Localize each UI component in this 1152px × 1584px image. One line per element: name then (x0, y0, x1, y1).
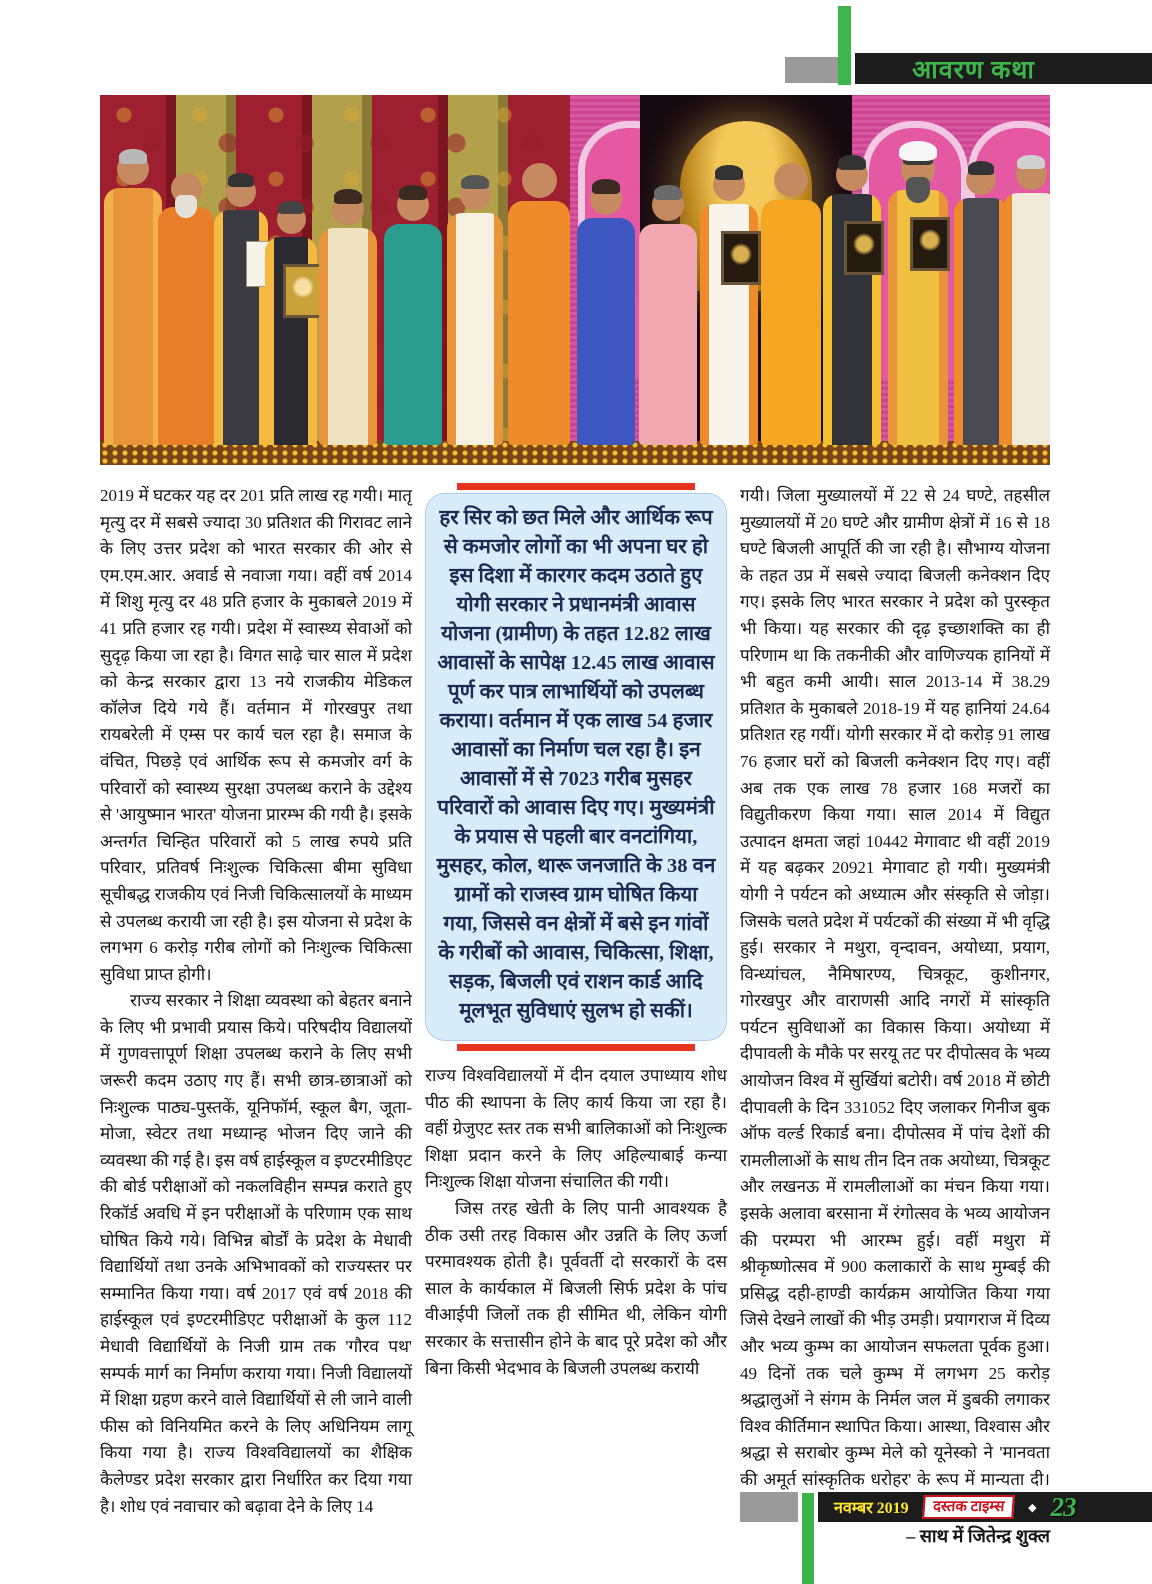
photo-person (319, 193, 377, 445)
award-plaque (283, 264, 323, 318)
photo-person (577, 183, 635, 445)
article-body (100, 483, 1050, 1548)
award-plaque (721, 231, 761, 285)
photo-person (447, 179, 503, 445)
column-3 (740, 483, 1050, 1548)
paragraph: 2019 में घटकर यह दर 201 प्रति लाख रह गयी। मातृ मृत्यु दर में सबसे ज्यादा 30 प्रतिशत की गिरावट लाने के लिए उत्तर प्रदेश को भारत सरकार की ओर से एम.एम.आर. अवार्ड से नवाजा गया। वहीं वर्ष 2014 में शिशु मृत्यु दर 48 प्रति हजार के मुकाबले 2019 में 41 प्रति हजार रह गयी। प्रदेश में स्वास्थ्य सेवाओं को सुदृढ़ किया जा रहा है। विगत साढ़े चार साल में प्रदेश को केन्द्र सरकार द्वारा 13 नये राजकीय मेडिकल कॉलेज दिये गये हैं। वर्तमान में गोरखपुर तथा रायबरेली में एम्स पर कार्य चल रहा है। समाज के वंचित, पिछड़े एवं आर्थिक रूप से कमजोर वर्ग के परिवारों को स्वास्थ्य सुरक्षा उपलब्ध कराने के उद्देश्य से 'आयुष्मान भारत' योजना प्रारम्भ की गयी है। इसके अन्तर्गत चिन्हित परिवारों को 5 लाख रुपये प्रति परिवार, प्रतिवर्ष निःशुल्क चिकित्सा बीमा सुविधा सूचीबद्ध राजकीय एवं निजी चिकित्सालयों के माध्यम से उपलब्ध करायी जा रही है। इस योजना से प्रदेश के लगभग 6 करोड़ गरीब लोगों को निःशुल्क चिकित्सा सुविधा प्राप्त होगी। (100, 486, 412, 984)
photo-person (954, 165, 1008, 445)
photo-person (265, 205, 317, 445)
photo-person (384, 189, 442, 445)
paragraph-text: गयी। जिला मुख्यालयों में 22 से 24 घण्टे, तहसील मुख्यालयों में 20 घण्टे और ग्रामीण क्षेत्रों में 16 से 18 घण्टे बिजली आपूर्ति की जा रही है। सौभाग्य योजना के तहत उप्र में सबसे ज्यादा बिजली कनेक्शन दिए गए। इसके लिए भारत सरकार ने प्रदेश को पुरस्कृत भी किया। यह सरकार की दृढ़ इच्छाशक्ति का ही परिणाम था कि तकनीकी और वाणिज्यक हानियों में भी बहुत कमी आयी। साल 2013-14 में 38.29 प्रतिशत के मुकाबले 2018-19 में यह हानियां 24.64 प्रतिशत रह गयीं। योगी सरकार में दो करोड़ 91 लाख 76 हजार घरों को बिजली कनेक्शन दिए गए। वहीं अब तक एक लाख 78 हजार 168 मजरों का विद्युतीकरण किया गया। साल 2014 में विद्युत उत्पादन क्षमता जहां 10442 मेगावाट थी वहीं 2019 में यह बढ़कर 20921 मेगावाट हो गयी। मुख्यमंत्री योगी ने पर्यटन को अध्यात्म और संस्कृति से जोड़ा। जिसके चलते प्रदेश में पर्यटकों की संख्या में भी वृद्धि हुई। सरकार ने मथुरा, वृन्दावन, अयोध्या, प्रयाग, विन्ध्यांचल, नैमिषारण्य, चित्रकूट, कुशीनगर, गोरखपुर और वाराणसी आदि नगरों में सांस्कृति पर्यटन सुविधाओं का विकास किया। अयोध्या में दीपावली के मौके पर सरयू तट पर दीपोत्सव के भव्य आयोजन विश्व में सुर्खियां बटोरी। वर्ष 2018 में छोटी दीपावली के दिन 331052 दिए जलाकर गिनीज बुक ऑफ वर्ल्ड रिकार्ड बना। दीपोत्सव में पांच देशों की रामलीलाओं के साथ तीन दिन तक अयोध्या, चित्रकूट और लखनऊ में रामलीलाओं का मंचन किया गया। इसके अलावा बरसाना में रंगोत्सव के भव्य आयोजन की परम्परा भी आरम्भ हुई। वहीं मथुरा में श्रीकृष्णोत्सव में 900 कलाकारों के साथ मुम्बई की प्रसिद्ध दही-हाण्डी कार्यक्रम आयोजित किया गया जिसे देखने लाखों की भीड़ उमड़ी। प्रयागराज में दिव्य और भव्य कुम्भ का आयोजन सफलता पूर्वक हुआ। 49 दिनों तक चले कुम्भ में लगभग 25 करोड़ श्रद्धालुओं ने संगम के निर्मल जल में डुबकी लगाकर विश्व कीर्तिमान स्थापित किया। आस्था, विश्वास और श्रद्धा से सराबोर कुम्भ मेले को यूनेस्को ने 'मानवता की अमूर्त सांस्कृतिक धरोहर' के रूप में मान्यता दी। (740, 486, 1050, 1489)
pullquote-top-rule (457, 483, 695, 490)
paragraph (740, 483, 1050, 1520)
paragraph: जिस तरह खेती के लिए पानी आवश्यक है ठीक उसी तरह विकास और उन्नति के लिए ऊर्जा परमावश्यक होती है। पूर्ववर्ती दो सरकारों के दस साल के कार्यकाल में बिजली सिर्फ प्रदेश के पांच वीआईपी जिलों तक ही सीमित थी, लेकिन योगी सरकार के सत्तासीन होने के बाद पूरे प्रदेश को और बिना किसी भेदभाव के बिजली उपलब्ध करायी (425, 1198, 727, 1378)
award-plaque (910, 217, 950, 271)
photo-person (639, 189, 697, 445)
photo-person (158, 173, 214, 445)
header-green-bar (838, 6, 851, 85)
footer-green-bar (802, 1493, 814, 1584)
column-2 (425, 483, 727, 1548)
pullquote-text: हर सिर को छत मिले और आर्थिक रूप से कमजोर लोगों का भी अपना घर हो इस दिशा में कारगर कदम उठाते हुए योगी सरकार ने प्रधानमंत्री आवास योजना (ग्रामीण) के तहत 12.82 लाख आवासों के सापेक्ष 12.45 लाख आवास पूर्ण कर पात्र लाभार्थियों को उपलब्ध कराया। वर्तमान में एक लाख 54 हजार आवासों का निर्माण चल रहा है। इन आवासों में से 7023 गरीब मुसहर परिवारों को आवास दिए गए। मुख्यमंत्री के प्रयास से पहली बार वनटांगिया, मुसहर, कोल, थारू जनजाति के 38 वन ग्रामों को राजस्व ग्राम घोषित किया गया, जिससे वन क्षेत्रों में बसे इन गांवों के गरीबों को आवास, चिकित्सा, शिक्षा, सड़क, बिजली एवं राशन कार्ड आदि मूलभूत सुविधाएं सुलभ हो सकीं। (436, 507, 716, 1022)
paragraph: राज्य विश्वविद्यालयों में दीन दयाल उपाध्याय शोध पीठ की स्थापना के लिए कार्य किया जा रहा है। वहीं ग्रेजुएट स्तर तक सभी बालिकाओं को निःशुल्क शिक्षा प्रदान करने के लिए अहिल्याबाई कन्या निःशुल्क शिक्षा योजना संचालित की गयी। (425, 1066, 727, 1192)
page-number: 23 (1050, 1491, 1076, 1522)
footer-gray-block (740, 1492, 798, 1522)
section-title: आवरण कथा (912, 56, 1035, 84)
photo-person (508, 163, 570, 445)
section-header-bar (855, 53, 1152, 84)
author-signature: – साथ में जितेन्द्र शुक्ल (906, 1526, 1050, 1547)
cover-photo (100, 95, 1050, 465)
photo-person (700, 169, 758, 445)
magazine-logo: दस्तक टाइम्स (922, 1495, 1015, 1519)
photo-person (104, 153, 162, 445)
column-1 (100, 483, 412, 1548)
photo-person (888, 153, 948, 445)
photo-person (1003, 159, 1050, 445)
paragraph: राज्य सरकार ने शिक्षा व्यवस्था को बेहतर बनाने के लिए भी प्रभावी प्रयास किये। परिषदीय विद्यालयों में गुणवत्तापूर्ण शिक्षा उपलब्ध कराने के लिए सभी जरूरी कदम उठाए गए हैं। सभी छात्र-छात्राओं को निःशुल्क पाठ्य-पुस्तकें, यूनिफॉर्म, स्कूल बैग, जूता-मोजा, स्वेटर तथा मध्यान्ह भोजन दिए जाने की व्यवस्था की गई है। इस वर्ष हाईस्कूल व इण्टरमीडिएट की बोर्ड परीक्षाओं को नकलविहीन सम्पन्न कराते हुए रिकॉर्ड अवधि में इन परीक्षाओं के परिणाम एक साथ घोषित किये गये। विभिन्न बोर्डों के प्रदेश के मेधावी विद्यार्थियों तथा उनके अभिभावकों को राज्यस्तर पर सम्मानित किया गया। वर्ष 2017 एवं वर्ष 2018 की हाईस्कूल एवं इण्टरमीडिएट परीक्षाओं के कुल 112 मेधावी विद्यार्थियों के निजी ग्राम तक 'गौरव पथ' सम्पर्क मार्ग का निर्माण कराया गया। निजी विद्यालयों में शिक्षा ग्रहण करने वाले विद्यार्थियों से ली जाने वाली फीस को विनियमित करने के लिए अधिनियम लागू किया गया है। राज्य विश्वविद्यालयों का शैक्षिक कैलेण्डर प्रदेश सरकार द्वारा निर्धारित कर दिया गया है। शोध एवं नवाचार को बढ़ावा देने के लिए 14 (100, 991, 412, 1516)
footer-issue-date: नवम्बर 2019 (834, 1500, 909, 1517)
footer-bar (818, 1492, 1152, 1522)
header-gray-block (785, 57, 838, 83)
photo-person (761, 163, 821, 445)
award-plaque (844, 221, 884, 275)
diamond-icon: ◆ (1028, 1501, 1037, 1514)
photo-person (214, 177, 268, 445)
photo-person (823, 159, 881, 445)
pullquote-bottom-rule (457, 1044, 695, 1051)
pullquote-box (425, 493, 727, 1041)
